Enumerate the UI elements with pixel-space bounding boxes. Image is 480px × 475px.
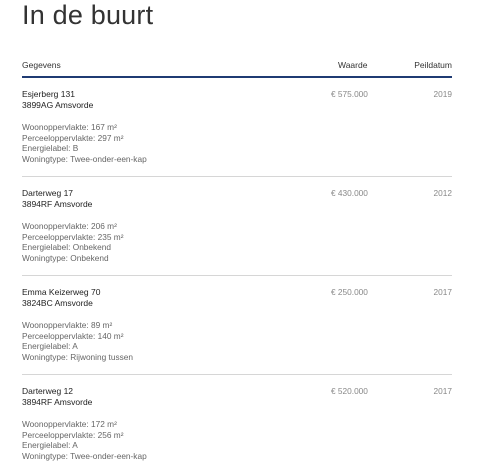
column-header-details: Gegevens: [22, 60, 61, 70]
table-header: [22, 60, 452, 74]
property-postcode-city: 3894RF Amsvorde: [22, 396, 93, 407]
property-floor-area: Woonoppervlakte: 167 m²: [22, 122, 117, 132]
property-specs: [22, 122, 147, 164]
property-value: € 250.000: [331, 287, 368, 297]
property-specs: [22, 320, 133, 362]
property-year: 2017: [433, 386, 452, 396]
property-energy-label: Energielabel: Onbekend: [22, 242, 112, 252]
property-house-type: Woningtype: Twee-onder-een-kap: [22, 153, 147, 164]
property-plot-area: Perceeloppervlakte: 235 m²: [22, 231, 124, 242]
property-year: 2012: [433, 188, 452, 198]
property-row: [22, 375, 452, 473]
property-energy-label: Energielabel: B: [22, 143, 79, 153]
property-year: 2017: [433, 287, 452, 297]
column-header-value: Waarde: [338, 60, 368, 70]
property-value: € 575.000: [331, 89, 368, 99]
property-row: [22, 177, 452, 276]
property-floor-area: Woonoppervlakte: 206 m²: [22, 221, 117, 231]
property-plot-area: Perceeloppervlakte: 297 m²: [22, 132, 124, 143]
property-value: € 430.000: [331, 188, 368, 198]
property-energy-label: Energielabel: A: [22, 341, 78, 351]
property-address: [22, 386, 92, 407]
property-postcode-city: 3824BC Amsvorde: [22, 297, 93, 308]
property-house-type: Woningtype: Rijwoning tussen: [22, 351, 133, 362]
property-specs: [22, 221, 123, 263]
property-plot-area: Perceeloppervlakte: 140 m²: [22, 330, 124, 341]
property-plot-area: Perceeloppervlakte: 256 m²: [22, 429, 124, 440]
property-energy-label: Energielabel: A: [22, 440, 78, 450]
property-value: € 520.000: [331, 386, 368, 396]
page-title: In de buurt: [22, 0, 154, 30]
property-address: [22, 89, 93, 110]
property-floor-area: Woonoppervlakte: 89 m²: [22, 320, 113, 330]
property-street: Darterweg 12: [22, 386, 74, 396]
property-street: Esjerberg 131: [22, 89, 75, 99]
property-postcode-city: 3899AG Amsvorde: [22, 99, 94, 110]
property-year: 2019: [433, 89, 452, 99]
property-list: [22, 78, 452, 473]
property-street: Emma Keizerweg 70: [22, 287, 101, 297]
property-address: [22, 188, 92, 209]
property-row: [22, 276, 452, 375]
property-house-type: Woningtype: Twee-onder-een-kap: [22, 450, 147, 461]
property-row: [22, 78, 452, 177]
property-house-type: Woningtype: Onbekend: [22, 252, 109, 263]
property-floor-area: Woonoppervlakte: 172 m²: [22, 419, 117, 429]
property-street: Darterweg 17: [22, 188, 74, 198]
property-address: [22, 287, 100, 308]
property-postcode-city: 3894RF Amsvorde: [22, 198, 93, 209]
property-specs: [22, 419, 147, 461]
column-header-date: Peildatum: [414, 60, 452, 70]
